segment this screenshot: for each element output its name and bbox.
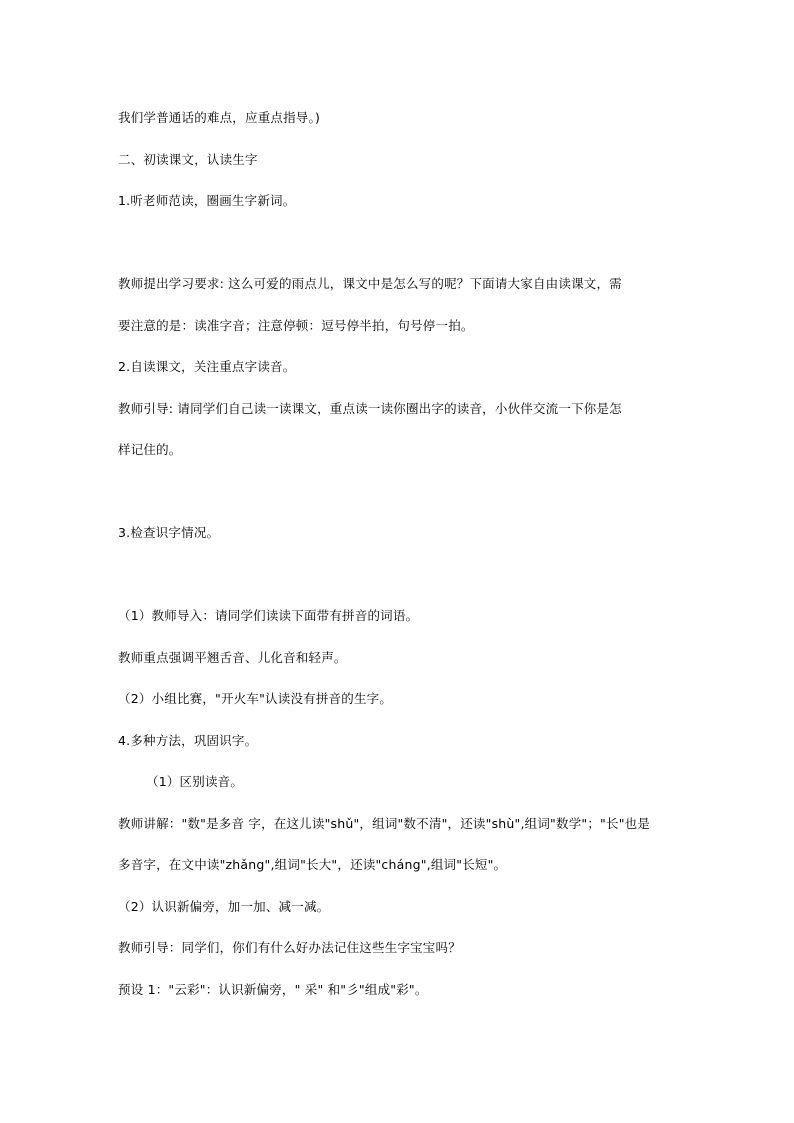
paragraph-line: （2）小组比赛，"开火车"认读没有拼音的生字。 <box>118 691 393 706</box>
paragraph-line: 样记住的。 <box>118 442 182 457</box>
paragraph-line: 要注意的是：读准字音；注意停顿：逗号停半拍，句号停一拍。 <box>118 318 474 333</box>
step-heading: 4.多种方法，巩固识字。 <box>118 733 258 748</box>
step-heading: 3.检查识字情况。 <box>118 525 220 540</box>
paragraph-line: （1）教师导入：请同学们读读下面带有拼音的词语。 <box>118 608 419 623</box>
paragraph-line: 预设 1："云彩"：认识新偏旁，" 采" 和"彡"组成"彩"。 <box>118 982 428 997</box>
paragraph-line: 教师讲解："数"是多音 字，在这儿读"shǔ"，组词"数不清"，还读"shù",组词"数学"；"长"也是 <box>118 816 651 831</box>
paragraph-line: 教师引导: 请同学们自己读一读课文，重点读一读你圈出字的读音，小伙伴交流一下你是怎 <box>118 401 622 416</box>
sub-step-heading: （1）区别读音。 <box>146 774 244 789</box>
paragraph-line: 多音字，在文中读"zhǎng",组词"长大"，还读"cháng",组词"长短"。 <box>118 857 507 872</box>
paragraph-line: 我们学普通话的难点，应重点指导。) <box>118 110 321 125</box>
section-heading: 二、初读课文，认读生字 <box>118 152 258 167</box>
step-heading: 1.听老师范读，圈画生字新词。 <box>118 193 296 208</box>
paragraph-line: 教师重点强调平翘舌音、儿化音和轻声。 <box>118 650 347 665</box>
paragraph-line: 教师提出学习要求: 这么可爱的雨点儿，课文中是怎么写的呢？下面请大家自由读课文，需 <box>118 276 622 291</box>
paragraph-line: 教师引导：同学们，你们有什么好办法记住这些生字宝宝吗？ <box>118 940 461 955</box>
paragraph-line: （2）认识新偏旁，加一加、减一减。 <box>118 899 330 914</box>
step-heading: 2.自读课文，关注重点字读音。 <box>118 359 296 374</box>
